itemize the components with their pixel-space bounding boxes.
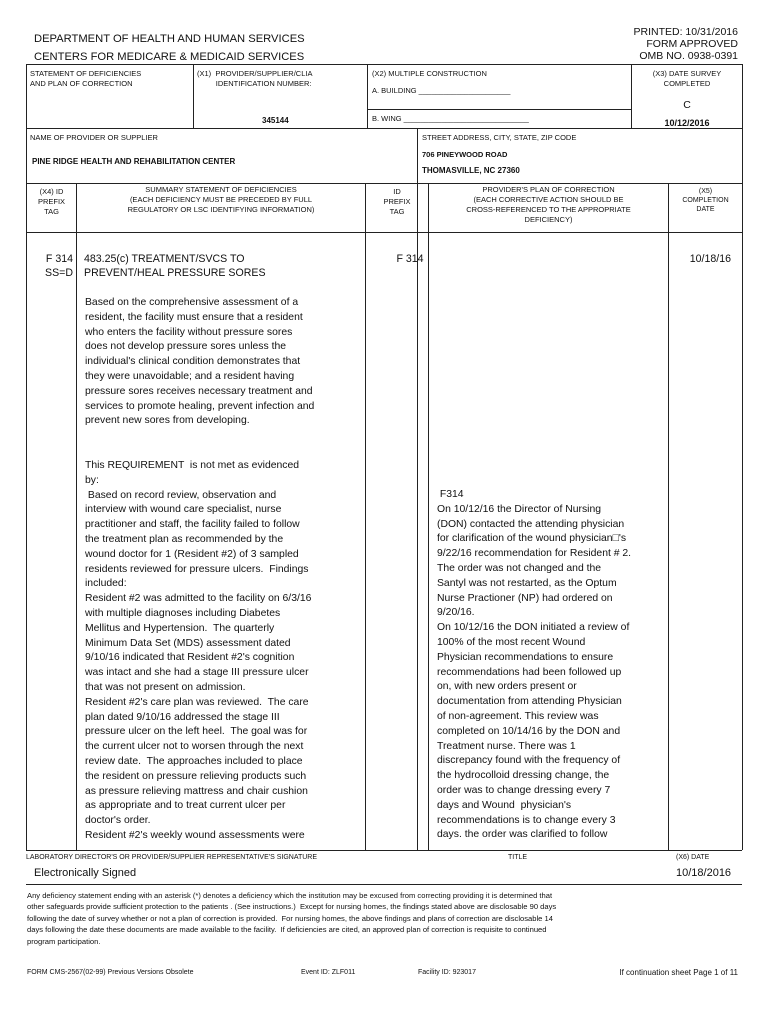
x1-label: (X1) PROVIDER/SUPPLIER/CLIA IDENTIFICATION NUMBER: (197, 69, 313, 88)
prefix-tag: F 314 SS=D (45, 253, 73, 279)
rule (26, 850, 742, 851)
address-label: STREET ADDRESS, CITY, STATE, ZIP CODE (422, 133, 577, 142)
survey-date: 10/12/2016 (664, 118, 710, 128)
id-header: ID PREFIX TAG (383, 187, 411, 216)
city-state-zip: THOMASVILLE, NC 27360 (422, 166, 520, 175)
rule (26, 232, 742, 233)
x2-label: (X2) MULTIPLE CONSTRUCTION (372, 69, 487, 78)
rule (367, 109, 631, 110)
agency-title: CENTERS FOR MEDICARE & MEDICAID SERVICES (34, 51, 305, 63)
omb-number: OMB NO. 0938-0391 (639, 50, 738, 62)
rule (76, 183, 77, 850)
rule (26, 64, 27, 850)
printed-date: PRINTED: 10/31/2016 (633, 26, 738, 38)
rule (417, 128, 418, 850)
rule (428, 183, 429, 850)
x5-header: (X5) COMPLETION DATE (682, 188, 729, 213)
deficiency-title: 483.25(c) TREATMENT/SVCS TO PREVENT/HEAL PRESSURE SORES (84, 253, 266, 279)
survey-code: C (683, 99, 691, 111)
wing-label: B. WING ______________________________ (372, 114, 529, 123)
x4-header: (X4) ID PREFIX TAG (37, 187, 66, 216)
form-approved: FORM APPROVED (646, 38, 738, 50)
rule (26, 884, 742, 885)
provider-name-label: NAME OF PROVIDER OR SUPPLIER (30, 133, 158, 142)
rule (631, 64, 632, 128)
rule (26, 64, 742, 65)
street-address: 706 PINEYWOOD ROAD (422, 150, 508, 159)
title-label: TITLE (508, 854, 528, 861)
signature-date: 10/18/2016 (676, 867, 732, 879)
rule (367, 64, 368, 128)
event-id: Event ID: ZLF011 (301, 969, 356, 976)
signature-value: Electronically Signed (34, 867, 137, 879)
plan-of-correction-text: F314 On 10/12/16 the Director of Nursing (DON) contacted the attending physician for clarification of the wound physician□'s 9/22/16 recommendation for Resident # 2. The order was not changed and the Santyl was not restarted, as the Optum Nurse Practioner (NP) had ordered on 9/20/16. On 10/12/16 the DON initiated a review of 100% of the most recent Wound Physician recommendations to ensure recommendations had been followed up on, with new orders present or documentation from attending Physician of non-agreement. This review was completed on 10/14/16 by the DON and Treatment nurse. There was 1 discrepancy found with the frequency of the hydrocolloid dressing change, the order was to change dressing every 7 days and Wound physician's recommendations is to change every 3 days. the order was clarified to follow (437, 489, 632, 841)
provider-id: 345144 (262, 116, 289, 125)
rule (193, 64, 194, 128)
x6-date-label: (X6) DATE (676, 854, 710, 861)
signature-label: LABORATORY DIRECTOR'S OR PROVIDER/SUPPLIER REPRESENTATIVE'S SIGNATURE (26, 854, 318, 861)
facility-id: Facility ID: 923017 (418, 969, 476, 976)
form-number: FORM CMS-2567(02-99) Previous Versions Obsolete (27, 969, 194, 976)
provider-name: PINE RIDGE HEALTH AND REHABILITATION CENTER (32, 157, 236, 166)
summary-header: SUMMARY STATEMENT OF DEFICIENCIES (EACH DEFICIENCY MUST BE PRECEDED BY FULL REGULATORY OR LSC IDENTIFYING INFORMATION) (127, 185, 315, 214)
regulation-text: Based on the comprehensive assessment of a resident, the facility must ensure that a resident who enters the facility without pressure sores does not develop pressure sores unless the individual's clinical condition demonstrates that they were unavoidable; and a resident having pressure sores receives necessary treatment and services to promote healing, prevent infection and prevent new sores from developing. (85, 297, 315, 427)
id-prefix-tag: F 314 (396, 253, 424, 265)
page-indicator: If continuation sheet Page 1 of 11 (619, 968, 738, 977)
rule (668, 183, 669, 850)
x3-label: (X3) DATE SURVEY COMPLETED (652, 69, 722, 88)
department-title: DEPARTMENT OF HEALTH AND HUMAN SERVICES (34, 33, 305, 45)
rule (26, 183, 742, 184)
disclaimer-text: Any deficiency statement ending with an asterisk (*) denotes a deficiency which the institution may be excused from correcting providing it is determined that other safeguards provide sufficient protection to the patients . (See instructions.) Except for nursing homes, the findings stated above are disclosable 90 days following the date of survey whether or not a plan of correction is provided. For nursing homes, the above findings and plans of correction are disclosable 14 days following the date these documents are made available to the facility. If deficiencies are cited, an approved plan of correction is requisite to continued program participation. (27, 891, 557, 946)
rule (742, 64, 743, 850)
completion-date: 10/18/16 (689, 253, 731, 265)
building-label: A. BUILDING ______________________ (372, 86, 511, 95)
statement-label: STATEMENT OF DEFICIENCIES AND PLAN OF CORRECTION (30, 69, 142, 88)
plan-header: PROVIDER'S PLAN OF CORRECTION (EACH CORRECTIVE ACTION SHOULD BE CROSS-REFERENCED TO THE APPROPRIATE DEFICIENCY) (466, 185, 631, 224)
findings-text: This REQUIREMENT is not met as evidenced by: Based on record review, observation and interview with wound care specialist, nurse practitioner and staff, the facility failed to follow the treatment plan as recommended by the wound doctor for 1 (Resident #2) of 3 sampled residents reviewed for pressure ulcers. Findings included: Resident #2 was admitted to the facility on 6/3/16 with multiple diagnoses including Diabetes Mellitus and Hypertension. The quarterly Minimum Data Set (MDS) assessment dated 9/10/16 indicated that Resident #2's cognition was intact and she had a stage III pressure ulcer that was not present on admission. Resident #2's care plan was reviewed. The care plan dated 9/10/16 addressed the stage III pressure ulcer on the left heel. The goal was for the current ulcer not to worsen through the next review date. The approaches included to place the resident on pressure relieving products such as pressure relieving mattress and chair cushion as appropriate and to treat current ulcer per doctor's order. Resident #2's weekly wound assessments were (85, 460, 312, 841)
rule (365, 183, 366, 850)
